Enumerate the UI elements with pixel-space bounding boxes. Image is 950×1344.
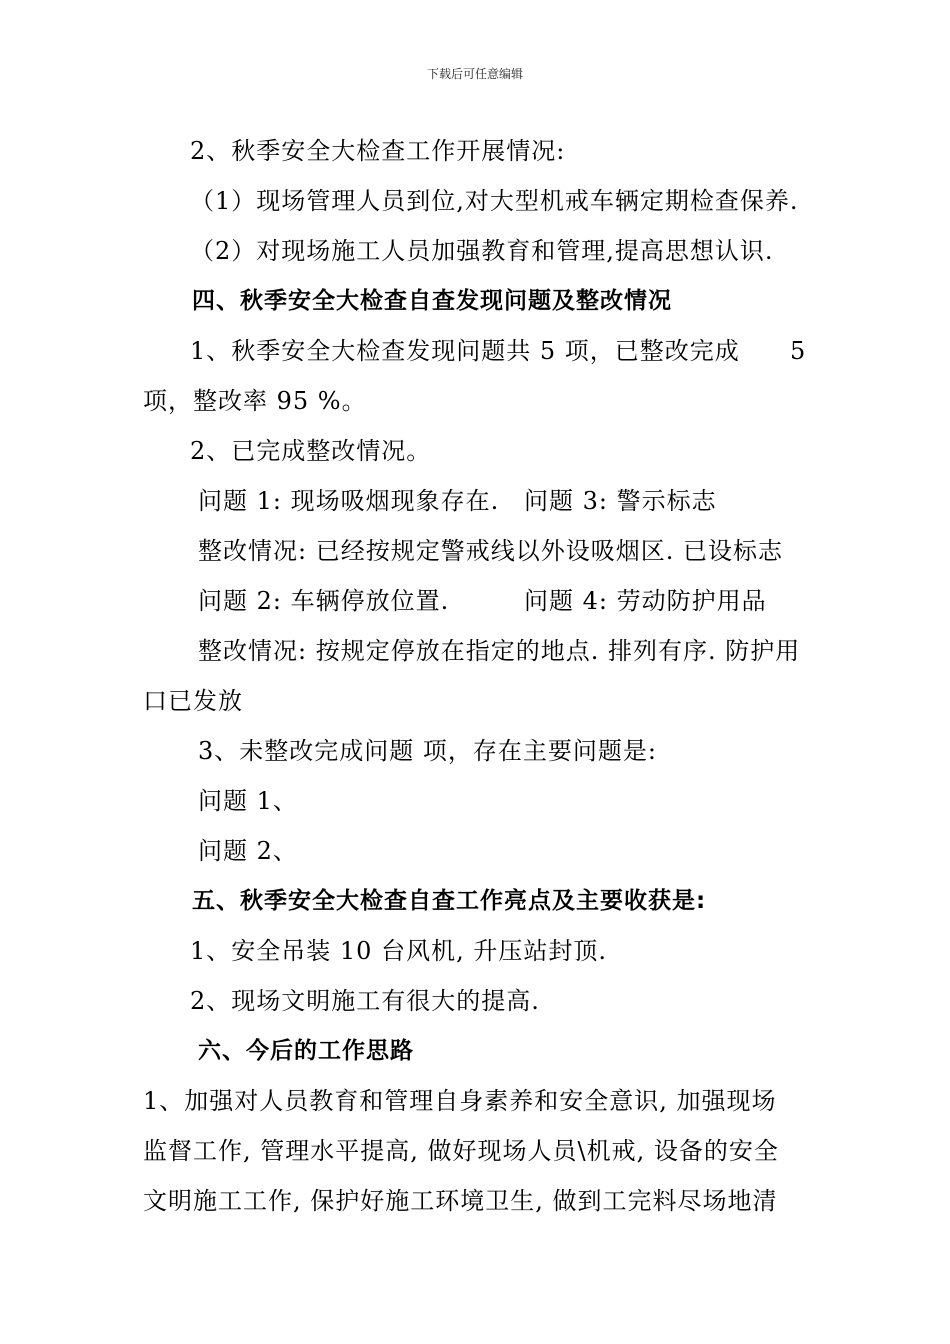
page-header-note: 下载后可任意编辑 [426,67,523,81]
paragraph-line: 口已发放 [143,687,243,715]
issue-label: 问题 1、 [198,787,298,815]
paragraph-line: 3、未整改完成问题 项，存在主要问题是: [198,737,657,765]
paragraph-line: 2、已完成整改情况。 [190,437,432,465]
issue-label: 问题 2、 [198,837,298,865]
issue-label: 问题 4: 劳动防护用品 [524,587,767,615]
section-heading: 四、秋季安全大检查自查发现问题及整改情况 [192,288,672,314]
paragraph-line: （2）对现场施工人员加强教育和管理,提高思想认识. [190,237,774,265]
paragraph-line: 2、秋季安全大检查工作开展情况: [190,137,566,165]
paragraph-line: 1、秋季安全大检查发现问题共 5 项，已整改完成 [190,337,740,365]
paragraph-line: 文明施工工作, 保护好施工环境卫生, 做到工完料尽场地清 [143,1187,778,1215]
section-heading: 五、秋季安全大检查自查工作亮点及主要收获是: [192,888,707,914]
paragraph-line: 5 [790,337,807,365]
paragraph-line: 整改情况: 按规定停放在指定的地点. 排列有序. 防护用 [198,637,801,665]
paragraph-line: 1、安全吊装 10 台风机, 升压站封顶. [190,937,607,965]
paragraph-line: 1、加强对人员教育和管理自身素养和安全意识, 加强现场 [143,1087,777,1115]
paragraph-line: 整改情况: 已经按规定警戒线以外设吸烟区. 已设标志 [198,537,783,565]
paragraph-line: 2、现场文明施工有很大的提高. [190,987,540,1015]
paragraph-line: 项，整改率 95 %。 [143,387,367,415]
issue-label: 问题 2: 车辆停放位置. [198,587,450,615]
issue-label: 问题 3: 警示标志 [524,487,717,515]
section-heading: 六、今后的工作思路 [198,1038,414,1064]
issue-label: 问题 1: 现场吸烟现象存在. [198,487,500,515]
paragraph-line: 监督工作, 管理水平提高, 做好现场人员\机戒, 设备的安全 [143,1137,779,1165]
paragraph-line: （1）现场管理人员到位,对大型机戒车辆定期检查保养. [190,187,799,215]
